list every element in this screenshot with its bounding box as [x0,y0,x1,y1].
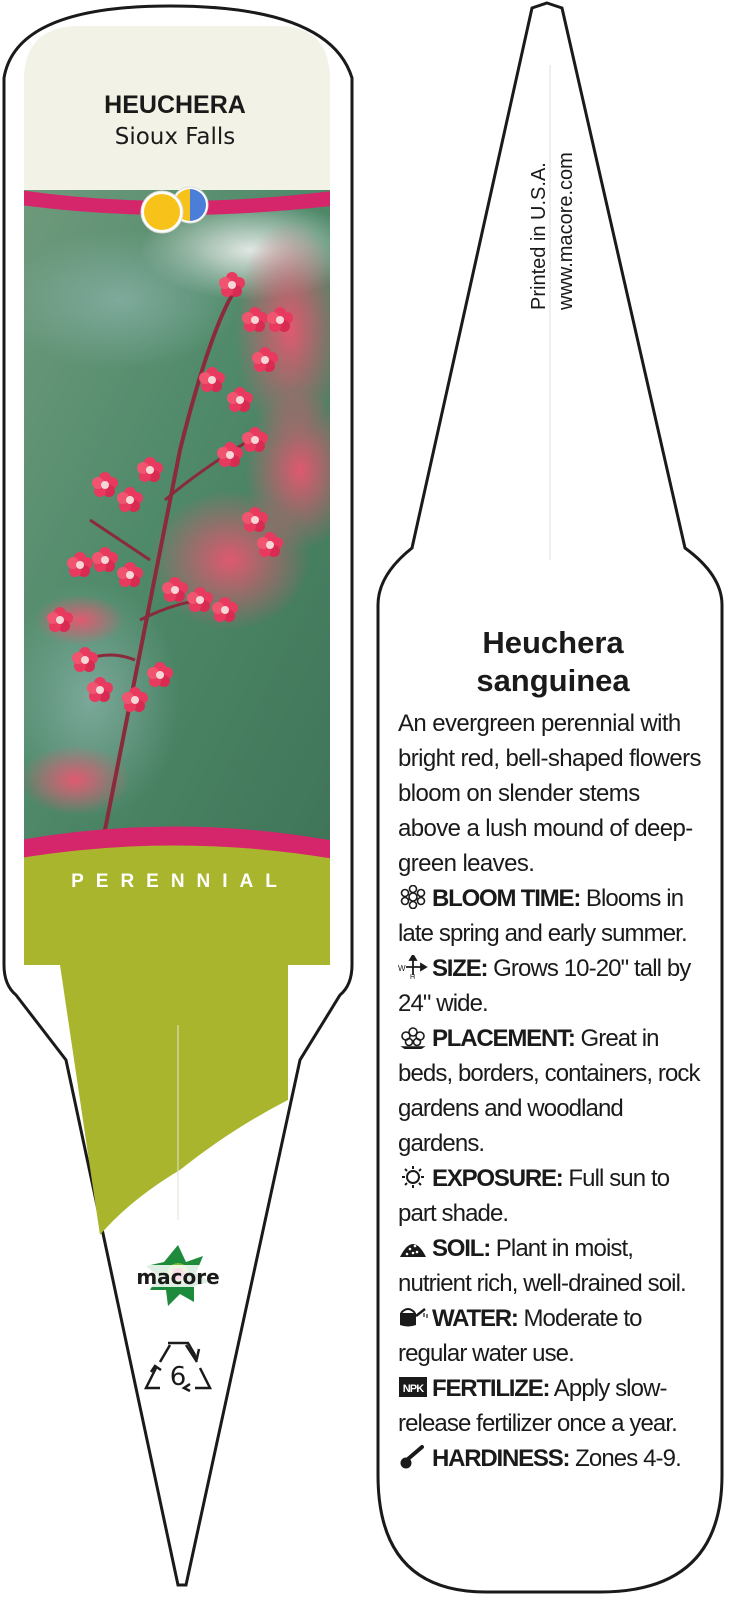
watering-can-icon [398,1305,428,1329]
attr-water [398,1301,708,1371]
botanical-name-genus: Heuchera [482,625,624,660]
attr-text: Grows 10-20" tall by 24" wide. [398,955,691,1017]
attr-text: Moderate to regular water use. [398,1305,642,1367]
attr-label: EXPOSURE: [432,1165,563,1192]
flower-icon [398,885,428,909]
placement-icon [398,1025,428,1049]
attr-exposure [398,1161,708,1231]
attr-text: Plant in moist, nutrient rich, well-drained soil. [398,1235,686,1297]
attr-text: Great in beds, borders, containers, rock gardens and woodland gardens. [398,1025,700,1157]
svg-text:W: W [398,964,405,973]
botanical-name [398,624,708,700]
botanical-name-species: sanguinea [476,663,630,698]
flower-photo [0,190,360,840]
npk-icon [398,1375,428,1399]
attr-label: BLOOM TIME: [432,885,581,912]
svg-text:NPK: NPK [402,1383,424,1395]
attr-soil [398,1231,708,1301]
attr-label: WATER: [432,1305,518,1332]
attr-size [398,951,708,1021]
attr-label: SOIL: [432,1235,490,1262]
website-text: www.macore.com [555,152,577,310]
attr-hardiness [398,1441,708,1476]
attr-text: Full sun to part shade. [398,1165,670,1227]
attr-text: Apply slow-release fertilizer once a year. [398,1375,677,1437]
category-label: PERENNIAL [71,871,289,892]
attr-bloom-time [398,881,708,951]
plant-cultivar: Sioux Falls [114,124,236,150]
attr-label: PLACEMENT: [432,1025,575,1052]
size-icon [398,955,428,979]
soil-icon [398,1235,428,1259]
attr-text: Blooms in late spring and early summer. [398,885,687,947]
plant-genus: HEUCHERA [104,91,246,119]
sun-icon [398,1165,428,1189]
attr-label: FERTILIZE: [432,1375,550,1402]
brand-name: macore [136,1265,220,1289]
plant-description: An evergreen perennial with bright red, bell-shaped flowers bloom on slender stems above a lush mound of deep-green leaves. [398,710,701,877]
recycle-code: 6 [169,1362,187,1392]
attr-fertilize [398,1371,708,1441]
attr-text: Zones 4-9. [575,1445,681,1472]
thermometer-icon [398,1445,428,1469]
attr-placement [398,1021,708,1161]
attr-label: SIZE: [432,955,488,982]
full-sun-icon [141,191,183,233]
attr-label: HARDINESS: [432,1445,570,1472]
svg-text:H: H [410,974,415,979]
back-tag-content [398,624,708,1476]
printed-in-text: Printed in U.S.A. [528,162,550,310]
